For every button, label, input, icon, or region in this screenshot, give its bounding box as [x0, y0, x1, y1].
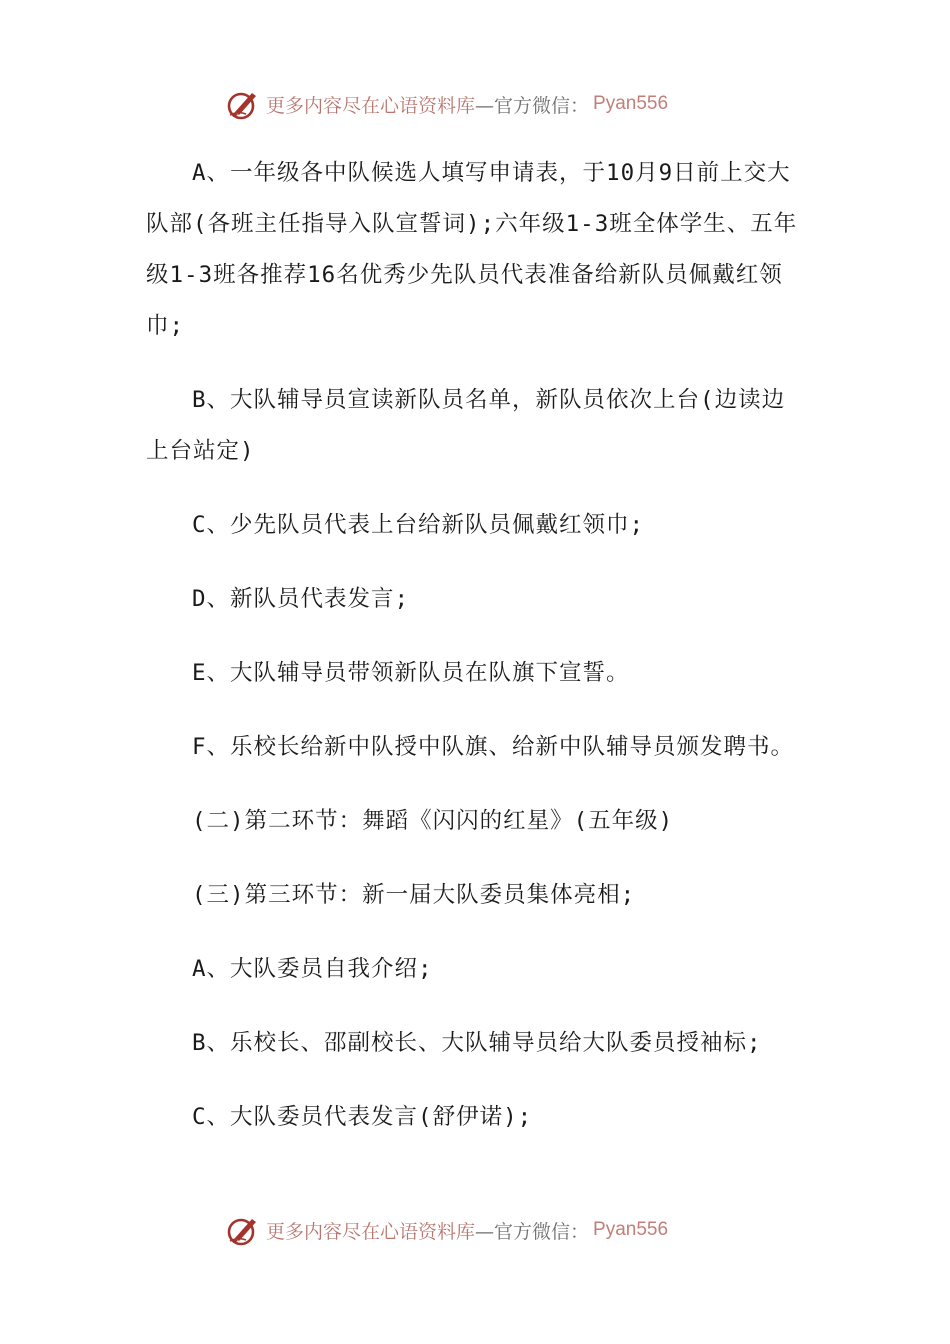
paragraph-item-a-application: A、一年级各中队候选人填写申请表，于10月9日前上交大队部(各班主任指导入队宣誓词);六年级1-3班全体学生、五年级1-3班各推荐16名优秀少先队员代表准备给新队员佩戴红领巾; [146, 160, 798, 339]
paragraph-item-b-armband: B、乐校长、邵副校长、大队辅导员给大队委员授袖标; [192, 1030, 762, 1056]
wechat-id: Pyan556 [593, 1219, 669, 1240]
brand-name: 更多内容尽在心语资料库 [266, 1220, 476, 1243]
brand-name: 更多内容尽在心语资料库 [266, 94, 476, 117]
paragraph-item-c-rep-speech: C、大队委员代表发言(舒伊诺); [192, 1104, 533, 1130]
wechat-id: Pyan556 [593, 93, 669, 114]
contact-label: —官方微信： [475, 94, 590, 117]
document-body [146, 148, 808, 1143]
contact-label: —官方微信： [475, 1220, 590, 1243]
pen-logo-icon [226, 1213, 260, 1247]
paragraph-item-f-flag: F、乐校长给新中队授中队旗、给新中队辅导员颁发聘书。 [192, 734, 795, 760]
pen-logo-icon [226, 87, 260, 121]
paragraph-section-three: (三)第三环节：新一届大队委员集体亮相; [192, 882, 636, 908]
paragraph-item-a-intro: A、大队委员自我介绍; [192, 956, 433, 982]
header-banner [226, 86, 668, 122]
paragraph-item-b-name-list: B、大队辅导员宣读新队员名单，新队员依次上台(边读边上台站定) [146, 387, 786, 464]
paragraph-item-c-red-scarf: C、少先队员代表上台给新队员佩戴红领巾; [192, 512, 645, 538]
footer-banner [226, 1212, 668, 1248]
paragraph-item-e-oath: E、大队辅导员带领新队员在队旗下宣誓。 [192, 660, 630, 686]
paragraph-item-d-speech: D、新队员代表发言; [192, 586, 410, 612]
paragraph-section-two: (二)第二环节：舞蹈《闪闪的红星》(五年级) [192, 808, 674, 834]
